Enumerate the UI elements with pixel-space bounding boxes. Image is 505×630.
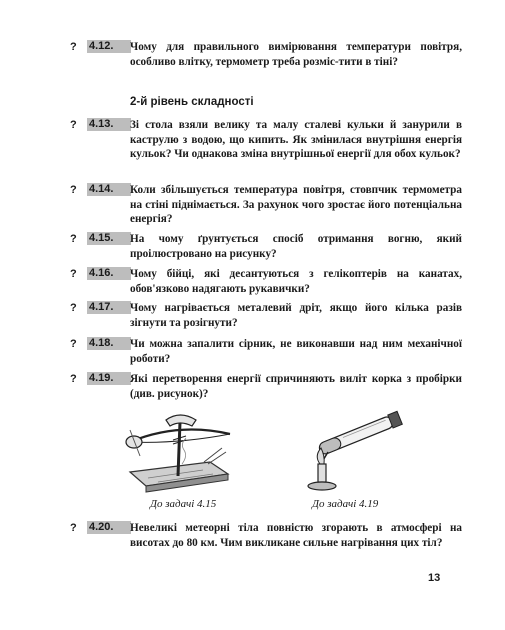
test-tube-burner-icon bbox=[300, 408, 410, 494]
problem-text: Які перетворення енергії спричиняють виліт корка з пробірки (див. рисунок)? bbox=[130, 373, 462, 400]
problem-text: Чому для правильного вимірювання температури повітря, особливо влітку, термометр треба розміс-тити в тіні? bbox=[130, 41, 462, 68]
question-mark: ? bbox=[70, 373, 77, 385]
problem-text: На чому ґрунтується спосіб отримання вогню, який проілюстровано на рисунку? bbox=[130, 233, 462, 260]
fire-drill-icon bbox=[118, 412, 248, 494]
problem-text: Невеликі метеорні тіла повністю згорають в атмосфері на висотах до 80 км. Чим викликане сильне нагрівання цих тіл? bbox=[130, 522, 462, 549]
problem-number: 4.14. bbox=[87, 183, 131, 196]
question-mark: ? bbox=[70, 522, 77, 534]
question-mark: ? bbox=[70, 41, 77, 53]
question-mark: ? bbox=[70, 233, 77, 245]
section-title: 2-й рівень складності bbox=[130, 96, 254, 108]
problem-number: 4.12. bbox=[87, 40, 131, 53]
problem-number: 4.16. bbox=[87, 267, 131, 280]
problem-number: 4.15. bbox=[87, 232, 131, 245]
problem-text: Зі стола взяли велику та малу сталеві кульки й занурили в каструлю з водою, що кипить. Як змінилася внутрішня енергія кульок? Чи однакова зміна внутрішньої енергії для обох кульок? bbox=[130, 119, 462, 161]
problem-text: Коли збільшується температура повітря, стовпчик термометра на стіні піднімається. За рахунок чого зростає його потенціальна енергія? bbox=[130, 184, 462, 226]
question-mark: ? bbox=[70, 268, 77, 280]
problem-number: 4.13. bbox=[87, 118, 131, 131]
problem-number: 4.19. bbox=[87, 372, 131, 385]
question-mark: ? bbox=[70, 338, 77, 350]
page-number: 13 bbox=[428, 572, 441, 584]
problem-number: 4.18. bbox=[87, 337, 131, 350]
question-mark: ? bbox=[70, 184, 77, 196]
problem-text: Чи можна запалити сірник, не виконавши над ним механічної роботи? bbox=[130, 338, 462, 365]
problem-number: 4.17. bbox=[87, 301, 131, 314]
problem-text: Чому бійці, які десантуються з гелікоптерів на канатах, обов'язково надягають рукавички? bbox=[130, 268, 462, 295]
problem-text: Чому нагрівається металевий дріт, якщо його кілька разів зігнути та розігнути? bbox=[130, 302, 462, 329]
figure-caption-4-15: До задачі 4.15 bbox=[150, 498, 217, 510]
question-mark: ? bbox=[70, 302, 77, 314]
question-mark: ? bbox=[70, 119, 77, 131]
problem-number: 4.20. bbox=[87, 521, 131, 534]
figure-caption-4-19: До задачі 4.19 bbox=[312, 498, 379, 510]
